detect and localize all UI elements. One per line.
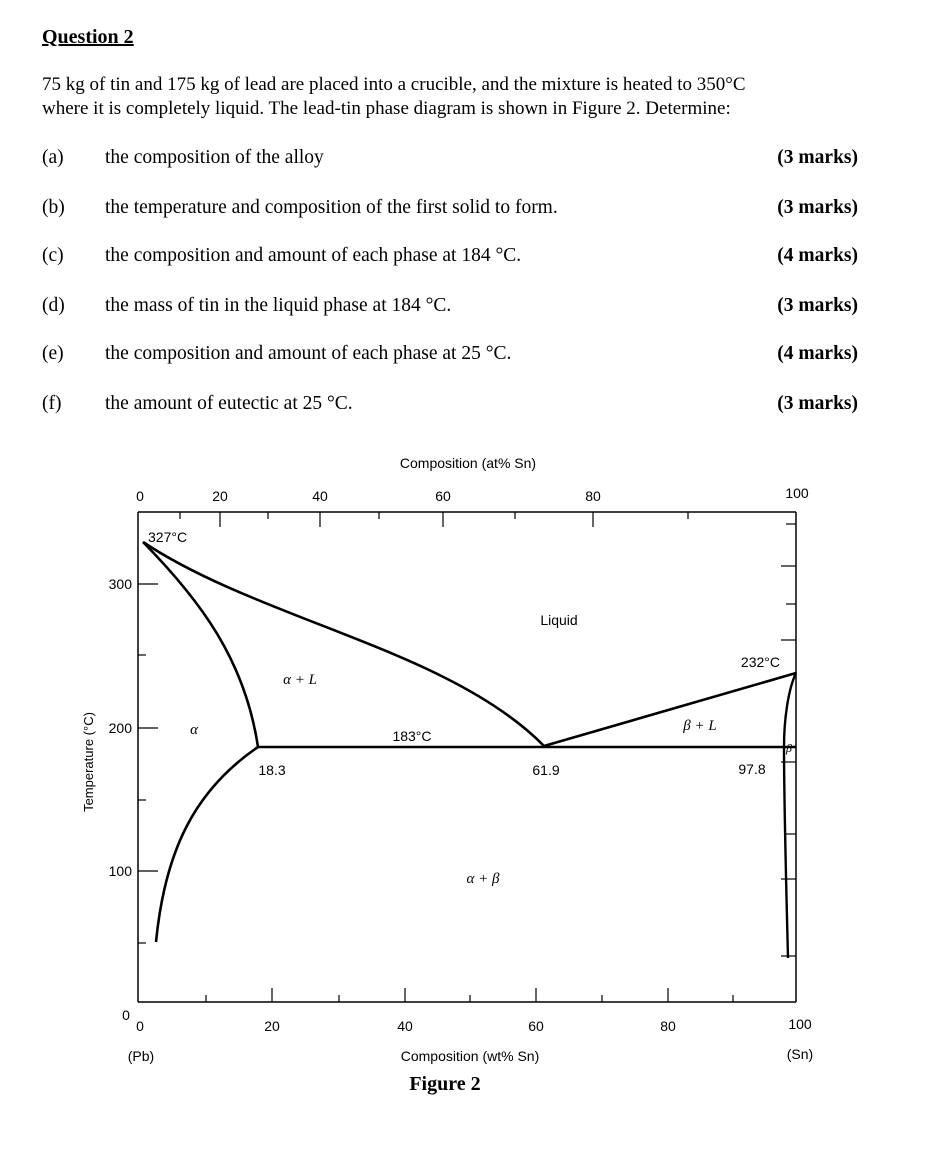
sn-end-label: (Sn)	[786, 1046, 814, 1062]
question-title: Question 2	[42, 26, 134, 48]
liquidus-right-line	[544, 673, 796, 746]
part-label: (f)	[42, 393, 62, 414]
part-text: the composition of the alloy	[105, 147, 324, 168]
part-text: the temperature and composition of the first solid to form.	[105, 197, 558, 218]
top-axis-ticks	[180, 512, 688, 527]
bottom-axis-ticks	[206, 988, 733, 1002]
bottom-tick-40: 40	[397, 1018, 413, 1034]
phase-label-alpha: α	[190, 722, 198, 738]
part-marks: (3 marks)	[777, 197, 858, 218]
left-axis-ticks	[138, 584, 158, 943]
liquidus-left-line	[143, 542, 544, 746]
part-text: the amount of eutectic at 25 °C.	[105, 393, 353, 414]
top-tick-100: 100	[785, 485, 809, 501]
solidus-beta-line	[784, 673, 796, 747]
intro-line-1: 75 kg of tin and 175 kg of lead are placed into a crucible, and the mixture is heated to 350°C	[42, 74, 746, 95]
sn-melting-point-label: 232°C	[740, 654, 780, 670]
phase-label-beta: β	[786, 741, 792, 755]
phase-label-alpha-liquid: α + L	[283, 672, 317, 688]
solvus-beta-line	[784, 747, 788, 958]
part-marks: (3 marks)	[777, 295, 858, 316]
part-label: (d)	[42, 295, 65, 316]
part-label: (b)	[42, 197, 65, 218]
pb-melting-point-label: 327°C	[148, 529, 188, 545]
phase-label-beta-liquid: β + L	[683, 718, 717, 734]
part-text: the composition and amount of each phase at 25 °C.	[105, 343, 512, 364]
eutectic-temp-label: 183°C	[392, 728, 432, 744]
bottom-axis-title: Composition (wt% Sn)	[400, 1048, 540, 1064]
y-tick-200: 200	[108, 720, 132, 736]
y-tick-0: 0	[122, 1007, 130, 1023]
bottom-tick-60: 60	[528, 1018, 544, 1034]
part-marks: (4 marks)	[777, 343, 858, 364]
phase-label-liquid: Liquid	[540, 612, 578, 628]
solidus-alpha-line	[143, 542, 258, 747]
y-tick-300: 300	[108, 576, 132, 592]
part-marks: (3 marks)	[777, 147, 858, 168]
part-text: the composition and amount of each phase at 184 °C.	[105, 245, 522, 266]
eutectic-comp-liquid: 61.9	[532, 762, 560, 778]
top-tick-60: 60	[435, 488, 451, 504]
pb-end-label: (Pb)	[127, 1048, 155, 1064]
phase-label-alpha-beta: α + β	[466, 871, 500, 887]
part-label: (e)	[42, 343, 64, 364]
top-tick-0: 0	[136, 488, 144, 504]
part-marks: (3 marks)	[777, 393, 858, 414]
figure-caption: Figure 2	[409, 1073, 481, 1095]
top-tick-40: 40	[312, 488, 328, 504]
bottom-tick-20: 20	[264, 1018, 280, 1034]
solvus-alpha-line	[156, 747, 258, 942]
bottom-tick-80: 80	[660, 1018, 676, 1034]
bottom-tick-100: 100	[788, 1016, 812, 1032]
bottom-tick-0: 0	[136, 1018, 144, 1034]
part-marks: (4 marks)	[777, 245, 858, 266]
y-axis-title: Temperature (°C)	[81, 712, 96, 812]
eutectic-comp-alpha: 18.3	[258, 762, 286, 778]
top-tick-80: 80	[585, 488, 601, 504]
eutectic-comp-beta: 97.8	[738, 761, 766, 777]
top-axis-title: Composition (at% Sn)	[399, 455, 537, 471]
top-tick-20: 20	[212, 488, 228, 504]
part-label: (c)	[42, 245, 64, 266]
part-text: the mass of tin in the liquid phase at 184 °C.	[105, 295, 452, 316]
y-tick-100: 100	[108, 863, 132, 879]
part-label: (a)	[42, 147, 64, 168]
intro-line-2: where it is completely liquid. The lead-tin phase diagram is shown in Figure 2. Determine:	[42, 98, 731, 119]
